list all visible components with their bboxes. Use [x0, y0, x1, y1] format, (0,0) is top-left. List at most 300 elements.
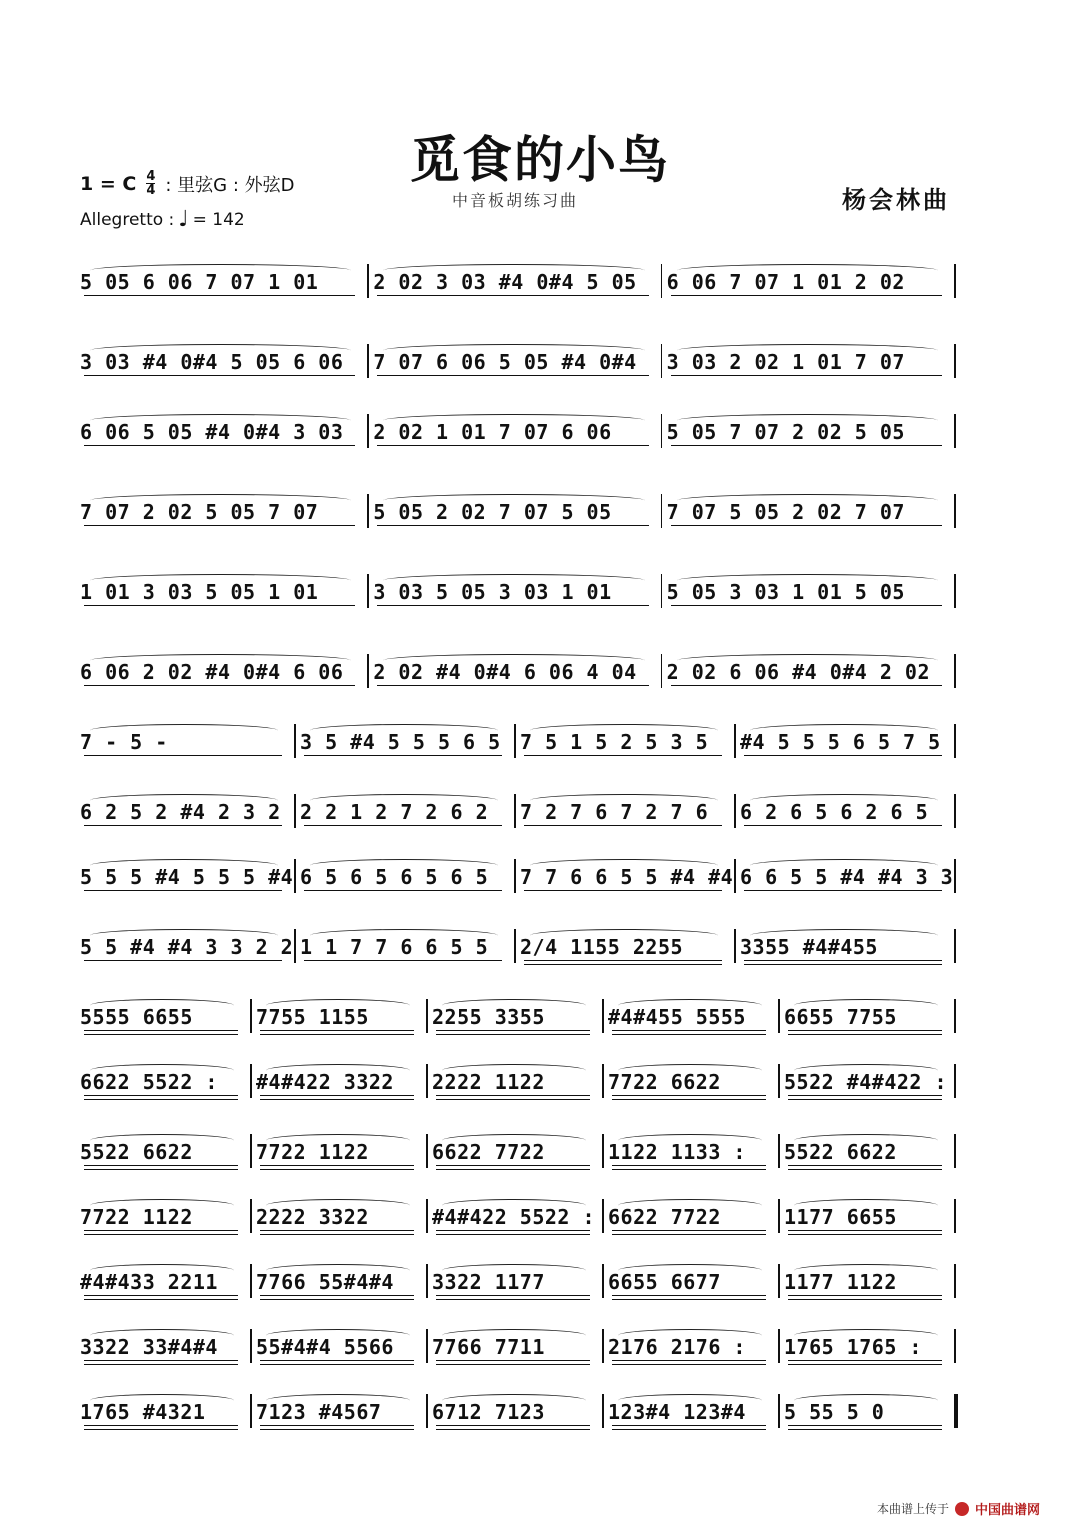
measure	[740, 915, 952, 971]
barline	[661, 264, 663, 298]
measure-notes: 1122 1133 :	[608, 1140, 746, 1164]
beam-line	[612, 1360, 766, 1361]
slur-mark	[383, 654, 644, 667]
measure	[373, 560, 658, 616]
beam-line	[304, 890, 502, 891]
measure-notes: 6622 7722	[432, 1140, 545, 1164]
measure	[432, 1120, 600, 1176]
measure	[373, 330, 658, 386]
barline	[734, 724, 736, 758]
measure-notes: #4#422 3322	[256, 1070, 394, 1094]
measure-notes: 1 01 3 03 5 05 1 01	[80, 580, 319, 604]
measure-notes: 2 02 3 03 #4 0#4 5 05	[373, 270, 637, 294]
measure-notes: 3 03 2 02 1 01 7 07	[666, 350, 905, 374]
barline	[954, 859, 956, 893]
barline	[778, 1394, 780, 1428]
slur-mark	[794, 1329, 938, 1342]
measure	[80, 480, 365, 536]
beam-line	[84, 1030, 238, 1031]
beam-line-double	[524, 964, 722, 965]
beam-line	[260, 1030, 414, 1031]
barline	[734, 794, 736, 828]
measure	[80, 1050, 248, 1106]
beam-line	[612, 1425, 766, 1426]
slur-mark	[442, 999, 586, 1012]
beam-line-double	[612, 1299, 766, 1300]
barline	[367, 264, 369, 298]
measure-notes: 5522 6622	[784, 1140, 897, 1164]
slur-mark	[750, 794, 938, 807]
beam-line	[436, 1095, 590, 1096]
beam-line	[377, 685, 648, 686]
string-tuning: : 里弦G : 外弦D	[165, 174, 295, 196]
beam-line-double	[788, 1364, 942, 1365]
slur-mark	[442, 1329, 586, 1342]
score-row	[78, 1250, 958, 1306]
barline	[661, 574, 663, 608]
beam-line	[84, 1295, 238, 1296]
measure	[256, 1315, 424, 1371]
beam-line	[84, 755, 282, 756]
measure	[256, 1185, 424, 1241]
beam-line-double	[788, 1429, 942, 1430]
slur-mark	[90, 344, 351, 357]
measure	[300, 845, 512, 901]
measure	[608, 1380, 776, 1436]
score-row	[78, 250, 958, 306]
slur-mark	[266, 1064, 410, 1077]
beam-line-double	[84, 1099, 238, 1100]
beam-line	[788, 1095, 942, 1096]
measure-notes: 7722 6622	[608, 1070, 721, 1094]
measure	[520, 780, 732, 836]
measure	[432, 1050, 600, 1106]
barline	[514, 859, 516, 893]
barline	[661, 414, 663, 448]
measure	[667, 560, 952, 616]
beam-line	[260, 1165, 414, 1166]
measure	[80, 1315, 248, 1371]
beam-line-double	[612, 1099, 766, 1100]
measure	[80, 845, 292, 901]
score-row	[78, 1120, 958, 1176]
beam-line	[84, 1095, 238, 1096]
measure-notes: 6622 7722	[608, 1205, 721, 1229]
measure-notes: #4#455 5555	[608, 1005, 746, 1029]
barline	[250, 1264, 252, 1298]
slur-mark	[750, 724, 938, 737]
slur-mark	[442, 1064, 586, 1077]
score-row	[78, 1380, 958, 1436]
barline	[426, 999, 428, 1033]
measure-notes: 2255 3355	[432, 1005, 545, 1029]
slur-mark	[90, 494, 351, 507]
measure-notes: 5522 #4#422 :	[784, 1070, 948, 1094]
score-row	[78, 985, 958, 1041]
measure	[373, 250, 658, 306]
measure	[80, 1380, 248, 1436]
score-row	[78, 1315, 958, 1371]
measure-notes: 5 05 3 03 1 01 5 05	[666, 580, 905, 604]
barline	[954, 1394, 958, 1428]
measure-notes: 1177 6655	[784, 1205, 897, 1229]
barline	[954, 494, 956, 528]
measure-notes: #4#422 5522 :	[432, 1205, 596, 1229]
beam-line	[260, 1425, 414, 1426]
beam-line	[84, 1165, 238, 1166]
measure-notes: 6 06 7 07 1 01 2 02	[666, 270, 905, 294]
slur-mark	[90, 999, 234, 1012]
measure	[373, 480, 658, 536]
composer: 杨会林曲	[842, 186, 950, 214]
beam-line	[304, 960, 502, 961]
beam-line	[524, 755, 722, 756]
slur-mark	[266, 1329, 410, 1342]
barline	[778, 1064, 780, 1098]
beam-line	[84, 1360, 238, 1361]
beam-line-double	[612, 1034, 766, 1035]
beam-line-double	[436, 1429, 590, 1430]
measure-notes: #4#433 2211	[80, 1270, 218, 1294]
measure-notes: 6 06 2 02 #4 0#4 6 06	[80, 660, 344, 684]
slur-mark	[530, 724, 718, 737]
measure	[256, 1250, 424, 1306]
measure-notes: 3 03 5 05 3 03 1 01	[373, 580, 612, 604]
beam-line	[84, 445, 355, 446]
beam-line-double	[84, 1169, 238, 1170]
barline	[602, 1264, 604, 1298]
measure-notes: 6 5 6 5 6 5 6 5	[300, 865, 489, 889]
slur-mark	[90, 414, 351, 427]
tempo-word: Allegretto :	[80, 210, 175, 230]
measure	[784, 1380, 952, 1436]
score-row	[78, 710, 958, 766]
slur-mark	[677, 654, 938, 667]
measure	[667, 400, 952, 456]
beam-line	[84, 960, 282, 961]
measure-notes: 3322 1177	[432, 1270, 545, 1294]
measure-notes: 5 5 5 #4 5 5 5 #4	[80, 865, 294, 889]
barline	[602, 1199, 604, 1233]
beam-line	[377, 445, 648, 446]
barline	[778, 1329, 780, 1363]
measure-notes: 3 5 #4 5 5 5 6 5	[300, 730, 501, 754]
key-signature: 1 = C	[80, 172, 137, 195]
measure	[80, 1185, 248, 1241]
measure-notes: 7766 55#4#4	[256, 1270, 394, 1294]
beam-line	[744, 960, 942, 961]
beam-line	[304, 825, 502, 826]
barline	[367, 494, 369, 528]
barline	[602, 1064, 604, 1098]
measure-notes: 6655 7755	[784, 1005, 897, 1029]
measure-notes: 2/4 1155 2255	[520, 935, 684, 959]
beam-line-double	[84, 1429, 238, 1430]
beam-line	[377, 375, 648, 376]
barline	[294, 929, 296, 963]
score-title: 觅食的小鸟	[410, 131, 670, 189]
measure	[432, 1315, 600, 1371]
measure-notes: 7766 7711	[432, 1335, 545, 1359]
beam-line	[377, 605, 648, 606]
slur-mark	[677, 414, 938, 427]
measure-notes: 5 55 5 0	[784, 1400, 885, 1424]
measure-notes: 55#4#4 5566	[256, 1335, 394, 1359]
beam-line-double	[436, 1364, 590, 1365]
beam-line	[671, 525, 942, 526]
measure	[740, 710, 952, 766]
measure	[520, 710, 732, 766]
measure	[256, 1120, 424, 1176]
barline	[426, 1134, 428, 1168]
measure-notes: 2 02 6 06 #4 0#4 2 02	[666, 660, 931, 684]
barline	[734, 929, 736, 963]
beam-line	[671, 445, 942, 446]
beam-line-double	[788, 1034, 942, 1035]
measure	[520, 845, 732, 901]
footer-upload-text: 本曲谱上传于	[876, 1502, 949, 1516]
slur-mark	[266, 1394, 410, 1407]
score-row	[78, 480, 958, 536]
measure-notes: 5 05 2 02 7 07 5 05	[373, 500, 612, 524]
slur-mark	[90, 264, 351, 277]
beam-line	[524, 890, 722, 891]
measure	[608, 1315, 776, 1371]
measure-notes: 7755 1155	[256, 1005, 369, 1029]
barline	[954, 1329, 956, 1363]
beam-line	[84, 825, 282, 826]
measure-notes: 123#4 123#4	[608, 1400, 746, 1424]
measure	[432, 1185, 600, 1241]
slur-mark	[90, 1264, 234, 1277]
measure-notes: #4 5 5 5 6 5 7 5	[740, 730, 941, 754]
slur-mark	[90, 654, 351, 667]
slur-mark	[310, 794, 498, 807]
measure-notes: 7 07 2 02 5 05 7 07	[80, 500, 319, 524]
measure	[784, 1185, 952, 1241]
beam-line	[260, 1095, 414, 1096]
beam-line-double	[788, 1234, 942, 1235]
measure	[667, 330, 952, 386]
beam-line-double	[260, 1299, 414, 1300]
barline	[367, 414, 369, 448]
measure-notes: 7 5 1 5 2 5 3 5	[520, 730, 709, 754]
measure	[80, 400, 365, 456]
barline	[250, 1199, 252, 1233]
barline	[426, 1199, 428, 1233]
beam-line	[260, 1360, 414, 1361]
tempo-value: = 142	[192, 210, 245, 230]
slur-mark	[442, 1264, 586, 1277]
beam-line-double	[260, 1429, 414, 1430]
measure	[608, 1050, 776, 1106]
measure-notes: 2222 3322	[256, 1205, 369, 1229]
beam-line	[671, 375, 942, 376]
score-row	[78, 560, 958, 616]
barline	[734, 859, 736, 893]
score-row	[78, 1050, 958, 1106]
beam-line	[612, 1295, 766, 1296]
measure	[80, 780, 292, 836]
score-row	[78, 845, 958, 901]
beam-line	[84, 375, 355, 376]
beam-line	[84, 1425, 238, 1426]
beam-line-double	[436, 1234, 590, 1235]
quarter-note-icon: ♩	[178, 207, 189, 232]
beam-line	[260, 1295, 414, 1296]
slur-mark	[90, 724, 278, 737]
slur-mark	[90, 929, 278, 942]
beam-line-double	[436, 1169, 590, 1170]
measure	[373, 640, 658, 696]
beam-line	[84, 1230, 238, 1231]
beam-line	[612, 1165, 766, 1166]
beam-line	[788, 1030, 942, 1031]
beam-line-double	[612, 1234, 766, 1235]
measure-notes: 7 07 5 05 2 02 7 07	[666, 500, 905, 524]
beam-line	[304, 755, 502, 756]
barline	[778, 999, 780, 1033]
beam-line-double	[788, 1299, 942, 1300]
slur-mark	[618, 1134, 762, 1147]
beam-line-double	[612, 1169, 766, 1170]
slur-mark	[530, 859, 718, 872]
measure	[608, 1120, 776, 1176]
barline	[661, 344, 663, 378]
footer	[877, 1499, 1040, 1518]
measure	[520, 915, 732, 971]
measure-notes: 6 2 5 2 #4 2 3 2	[80, 800, 281, 824]
beam-line	[671, 605, 942, 606]
measure-notes: 3322 33#4#4	[80, 1335, 218, 1359]
score-row	[78, 915, 958, 971]
barline	[602, 1134, 604, 1168]
barline	[602, 999, 604, 1033]
slur-mark	[442, 1199, 586, 1212]
barline	[514, 929, 516, 963]
beam-line	[744, 825, 942, 826]
score-row	[78, 780, 958, 836]
measure-notes: 5 05 6 06 7 07 1 01	[80, 270, 319, 294]
barline	[954, 1134, 956, 1168]
beam-line	[84, 295, 355, 296]
beam-line	[788, 1165, 942, 1166]
beam-line-double	[260, 1099, 414, 1100]
measure-notes: 5522 6622	[80, 1140, 193, 1164]
beam-line	[788, 1360, 942, 1361]
beam-line	[671, 295, 942, 296]
beam-line-double	[260, 1169, 414, 1170]
site-logo-icon	[955, 1502, 969, 1516]
barline	[954, 999, 956, 1033]
slur-mark	[90, 794, 278, 807]
slur-mark	[90, 1199, 234, 1212]
measure-notes: 3355 #4#455	[740, 935, 878, 959]
measure	[667, 640, 952, 696]
slur-mark	[266, 1264, 410, 1277]
measure-notes: 2 2 1 2 7 2 6 2	[300, 800, 489, 824]
beam-line	[436, 1425, 590, 1426]
beam-line	[436, 1360, 590, 1361]
beam-line-double	[788, 1169, 942, 1170]
beam-line-double	[436, 1099, 590, 1100]
measure-notes: 7 7 6 6 5 5 #4 #4	[520, 865, 734, 889]
barline	[367, 574, 369, 608]
measure	[256, 1380, 424, 1436]
beam-line	[84, 525, 355, 526]
beam-line-double	[84, 1234, 238, 1235]
slur-mark	[383, 414, 644, 427]
barline	[954, 794, 956, 828]
beam-line	[436, 1165, 590, 1166]
barline	[426, 1064, 428, 1098]
measure	[373, 400, 658, 456]
score-row	[78, 1185, 958, 1241]
beam-line-double	[744, 964, 942, 965]
measure	[300, 710, 512, 766]
slur-mark	[310, 929, 498, 942]
barline	[954, 1264, 956, 1298]
measure-notes: 6 2 6 5 6 2 6 5	[740, 800, 929, 824]
measure-notes: 5555 6655	[80, 1005, 193, 1029]
slur-mark	[310, 724, 498, 737]
beam-line-double	[260, 1234, 414, 1235]
beam-line-double	[260, 1034, 414, 1035]
measure	[608, 1185, 776, 1241]
slur-mark	[618, 999, 762, 1012]
beam-line-double	[436, 1034, 590, 1035]
measure-notes: 2222 1122	[432, 1070, 545, 1094]
measure	[432, 1250, 600, 1306]
slur-mark	[266, 999, 410, 1012]
slur-mark	[677, 574, 938, 587]
measure-notes: 3 03 #4 0#4 5 05 6 06	[80, 350, 344, 374]
measure	[256, 1050, 424, 1106]
measure-notes: 7 07 6 06 5 05 #4 0#4	[373, 350, 637, 374]
beam-line-double	[84, 1364, 238, 1365]
measure	[80, 640, 365, 696]
beam-line	[377, 525, 648, 526]
barline	[426, 1329, 428, 1363]
barline	[661, 654, 663, 688]
slur-mark	[383, 574, 644, 587]
slur-mark	[266, 1134, 410, 1147]
barline	[954, 724, 956, 758]
measure-notes: 1765 1765 :	[784, 1335, 922, 1359]
beam-line	[84, 685, 355, 686]
slur-mark	[618, 1394, 762, 1407]
barline	[602, 1394, 604, 1428]
beam-line-double	[612, 1364, 766, 1365]
slur-mark	[90, 1394, 234, 1407]
slur-mark	[618, 1064, 762, 1077]
slur-mark	[677, 494, 938, 507]
beam-line-double	[788, 1099, 942, 1100]
measure	[667, 250, 952, 306]
slur-mark	[794, 1134, 938, 1147]
slur-mark	[383, 264, 644, 277]
beam-line-double	[612, 1429, 766, 1430]
barline	[367, 344, 369, 378]
beam-line-double	[84, 1034, 238, 1035]
measure	[432, 985, 600, 1041]
slur-mark	[310, 859, 498, 872]
beam-line	[84, 890, 282, 891]
footer-brand: 中国曲谱网	[974, 1503, 1040, 1518]
barline	[661, 494, 663, 528]
measure-notes: 7 2 7 6 7 2 7 6	[520, 800, 709, 824]
barline	[954, 929, 956, 963]
